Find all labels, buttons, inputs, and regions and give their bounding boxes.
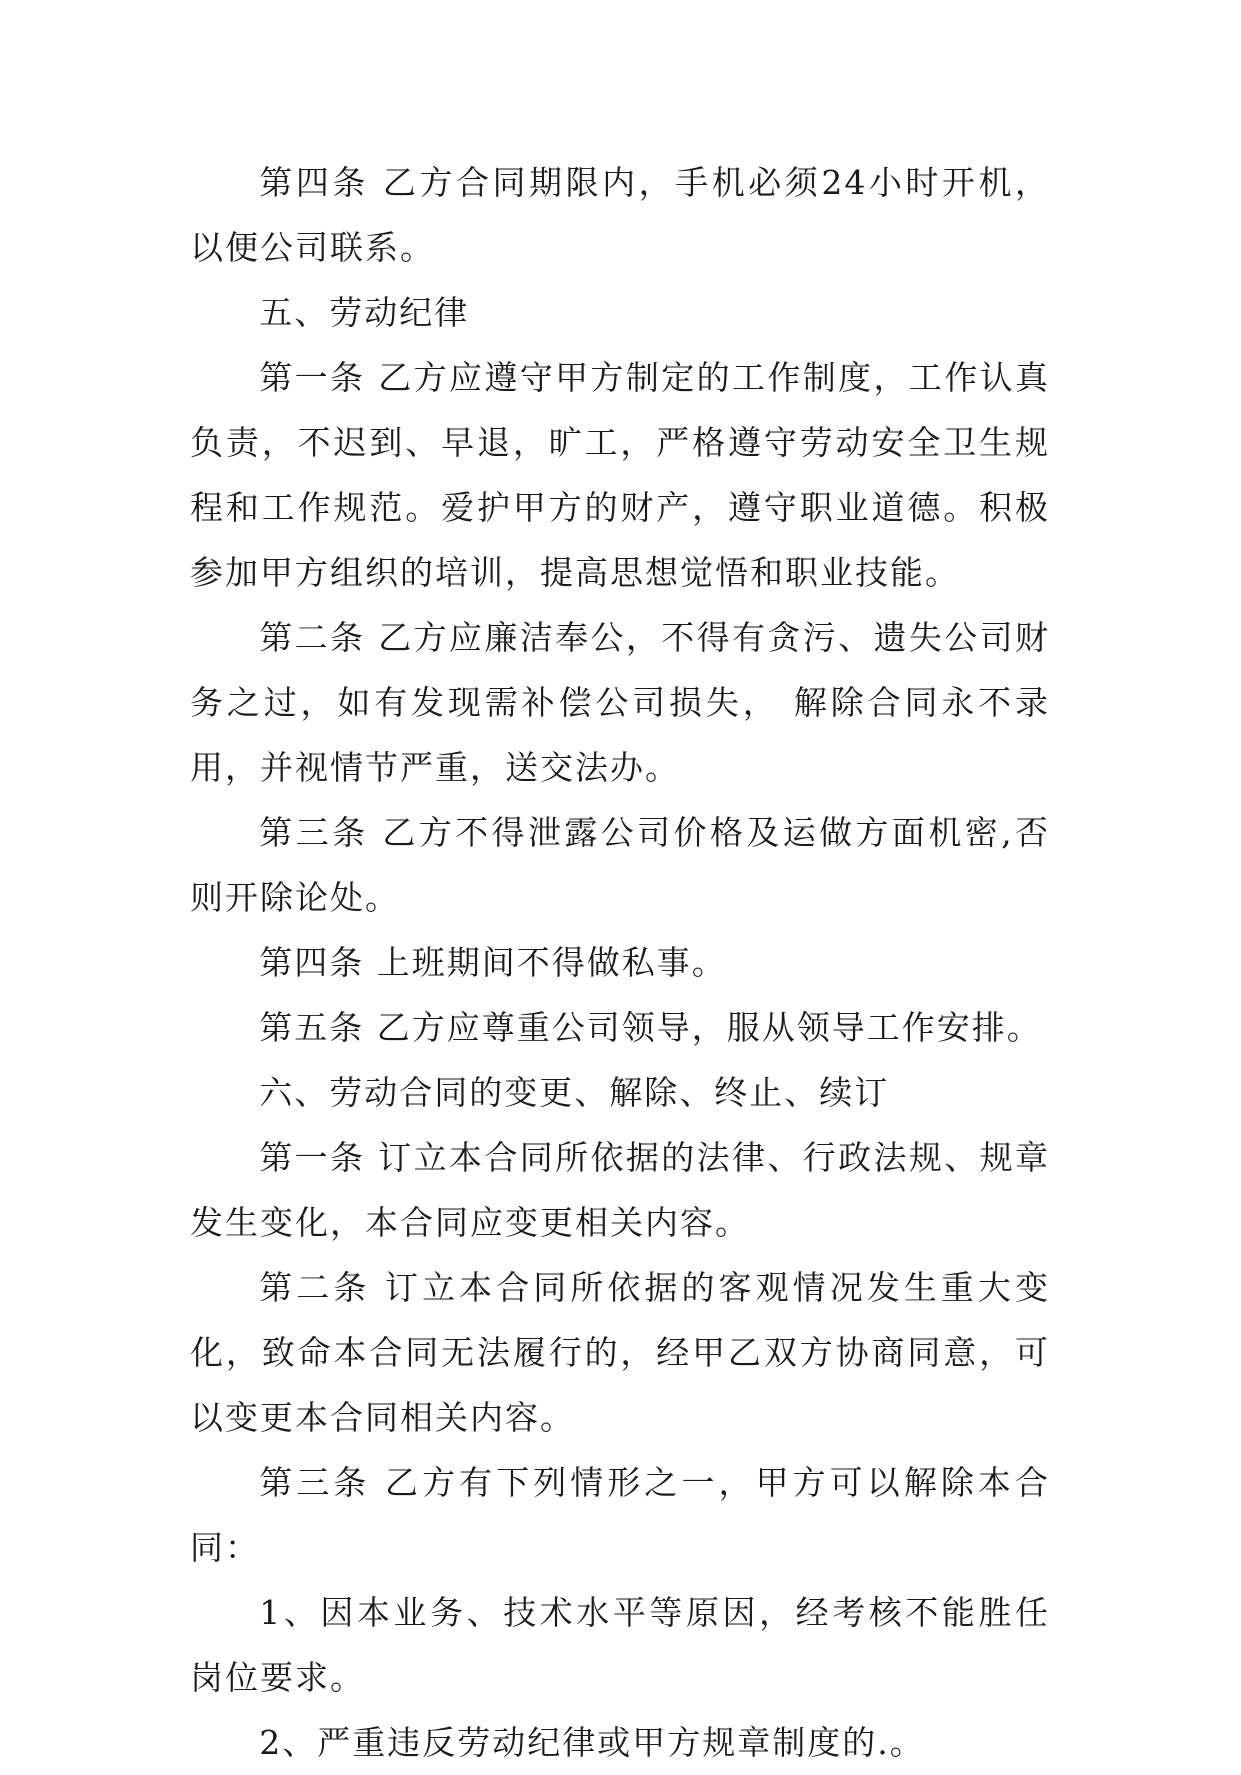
paragraph-discipline-article-5: 第五条 乙方应尊重公司领导，服从领导工作安排。 <box>259 1008 1042 1047</box>
paragraph-discipline-article-3: 第三条 乙方不得泄露公司价格及运做方面机密,否则开除论处。 <box>190 813 1050 917</box>
list-item-1: 1、因本业务、技术水平等原因，经考核不能胜任岗位要求。 <box>190 1593 1050 1697</box>
list-item-2: 2、严重违反劳动纪律或甲方规章制度的.。 <box>259 1723 925 1762</box>
section-heading-contract-changes: 六、劳动合同的变更、解除、终止、续订 <box>259 1073 890 1112</box>
paragraph-discipline-article-1: 第一条 乙方应遵守甲方制定的工作制度，工作认真负责，不迟到、早退，旷工，严格遵守劳动安全卫生规程和工作规范。爱护甲方的财产，遵守职业道德。积极参加甲方组织的培训，提高思想觉悟和职业技能。 <box>190 358 1050 592</box>
document-body <box>190 150 1050 1775</box>
paragraph-changes-article-1: 第一条 订立本合同所依据的法律、行政法规、规章发生变化，本合同应变更相关内容。 <box>190 1138 1050 1242</box>
paragraph-changes-article-3: 第三条 乙方有下列情形之一，甲方可以解除本合同： <box>190 1463 1050 1567</box>
section-heading-labor-discipline: 五、劳动纪律 <box>259 293 470 332</box>
paragraph-discipline-article-2: 第二条 乙方应廉洁奉公，不得有贪污、遗失公司财务之过，如有发现需补偿公司损失， 解除合同永不录用，并视情节严重，送交法办。 <box>190 618 1050 787</box>
paragraph-changes-article-2: 第二条 订立本合同所依据的客观情况发生重大变化，致命本合同无法履行的，经甲乙双方协商同意，可以变更本合同相关内容。 <box>190 1268 1050 1437</box>
paragraph-article-4-phone: 第四条 乙方合同期限内，手机必须24小时开机，以便公司联系。 <box>190 163 1050 267</box>
paragraph-discipline-article-4: 第四条 上班期间不得做私事。 <box>259 943 727 982</box>
